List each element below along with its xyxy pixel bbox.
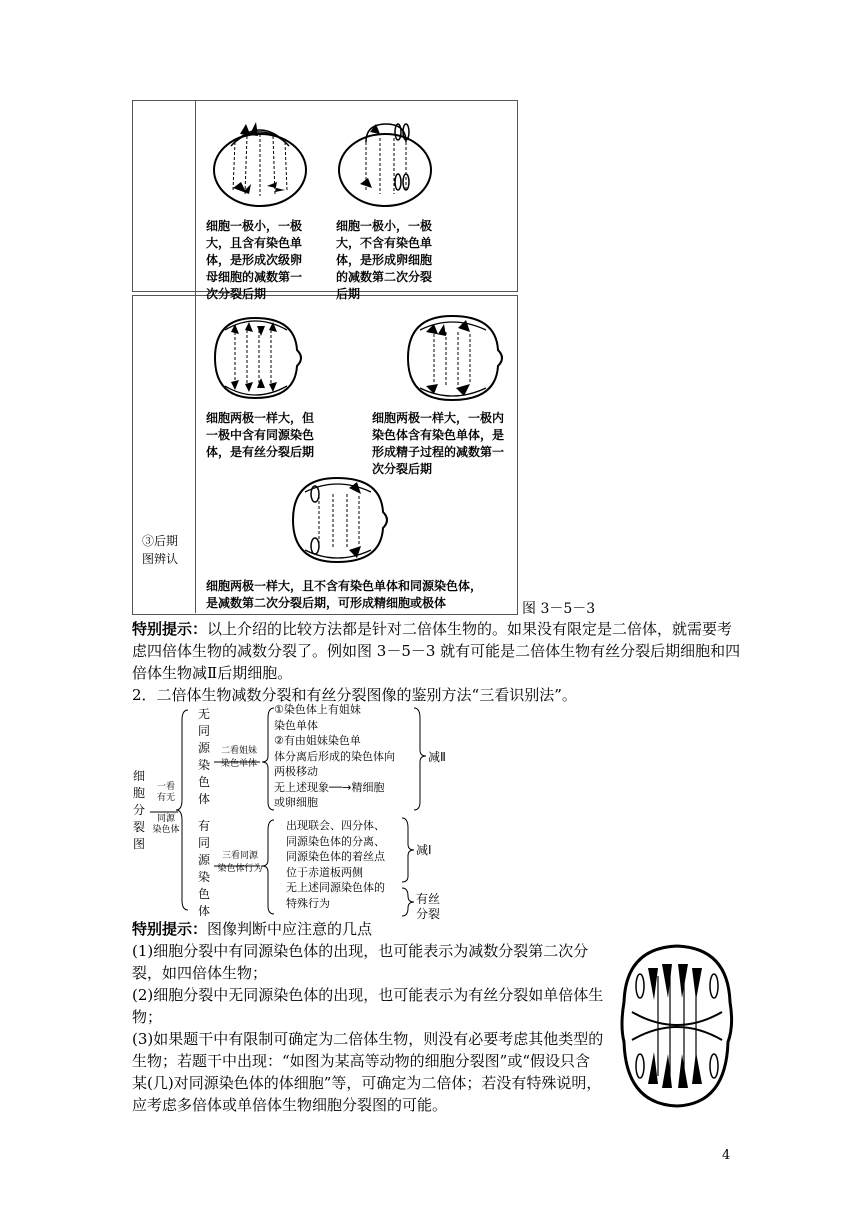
spermatocyte-meiosis-1-anaphase-diagram — [398, 308, 510, 408]
has-homolog-label: 有 同 源 染 色 体 — [197, 819, 210, 918]
row2-caption-right: 细胞两极一样大，一极内 染色体含有染色单体，是 形成精子过程的减数第一 次分裂后期 — [372, 411, 505, 476]
mitosis-anaphase-diagram — [205, 310, 315, 405]
tip2-label: 特别提示： — [132, 920, 208, 938]
first-look-bottom: 同源 染色体 — [152, 814, 180, 835]
table-column-divider — [195, 100, 196, 613]
row2-caption-left: 细胞两极一样大，但 一极中含有同源染色 体，是有丝分裂后期 — [206, 411, 315, 459]
row1-caption-left: 细胞一极小，一极 大，且含有染色单 体，是形成次级卵 母细胞的减数第一 次分裂后期 — [206, 219, 303, 301]
third-items: 出现联会、四分体、 同源染色体的分离、 同源染色体的着丝点 位于赤道板两侧 无上述同源染色体的 特殊行为 — [286, 819, 385, 910]
tetraploid-cell-diagram — [618, 942, 736, 1110]
tree-root: 细 胞 分 裂 图 — [132, 769, 145, 851]
second-look-label: 二看姐妹 染色单体 — [220, 746, 257, 769]
figure-label: 图 3－5－3 — [522, 601, 596, 617]
third-result-2: 有丝 分裂 — [416, 892, 441, 921]
row1-caption-right: 细胞一极小，一极 大，不含有染色单 体，是形成卵细胞 的减数第二次分裂 后期 — [336, 219, 433, 301]
oocyte-meiosis-1-anaphase-diagram — [205, 112, 317, 212]
row2-caption-bottom: 细胞两极一样大，且不含有染色单体和同源染色体， 是减数第二次分裂后期，可形成精细胞或极体 — [206, 579, 483, 610]
meiosis-2-anaphase-diagram — [285, 470, 395, 570]
third-result-1: 减Ⅰ — [416, 843, 432, 857]
oocyte-meiosis-2-anaphase-diagram — [330, 112, 442, 212]
tip1-paragraph: 特别提示：以上介绍的比较方法都是针对二倍体生物的。如果没有限定是二倍体，就需要考 虑四倍体生物的减数分裂了。例如图 3－5－3 就有可能是二倍体生物有丝分裂后期细胞和四 倍体生物减Ⅱ后期细胞。 — [132, 620, 741, 682]
page-number: 4 — [722, 1148, 731, 1163]
tip1-label: 特别提示： — [132, 620, 208, 638]
section2-title: 2．二倍体生物减数分裂和有丝分裂图像的鉴别方法“三看识别法”。 — [132, 686, 577, 704]
row-label: ③后期 图辨认 — [142, 534, 179, 566]
tip2-paragraph: 特别提示：图像判断中应注意的几点 (1)细胞分裂中有同源染色体的出现，也可能表示为减数分裂第二次分 裂，如四倍体生物； (2)细胞分裂中无同源染色体的出现，也可能表示为有丝分裂如单倍体生 物； (3)如果题干中有限制可确定为二倍体生物，则没有必要考虑其他类型的 生物；若题干中出现：“如图为某高等动物的细胞分裂图”或“假设只含 某(几)对同源染色体的体细胞”等，可确定为二倍体；若没有特殊说明， 应考虑多倍体或单倍体生物细胞分裂图的可能。 — [132, 920, 604, 1114]
third-look-label: 三看同源 染色体行为 — [217, 851, 263, 874]
second-result: 减Ⅱ — [428, 750, 446, 764]
no-homolog-label: 无 同 源 染 色 体 — [197, 707, 210, 806]
second-items: ①染色体上有姐妹 染色单体 ②有由姐妹染色单 体分离后形成的染色体向 两极移动 无上述现象──→精细胞 或卵细胞 — [274, 703, 395, 809]
first-look-top: 一看 有无 — [156, 782, 175, 803]
